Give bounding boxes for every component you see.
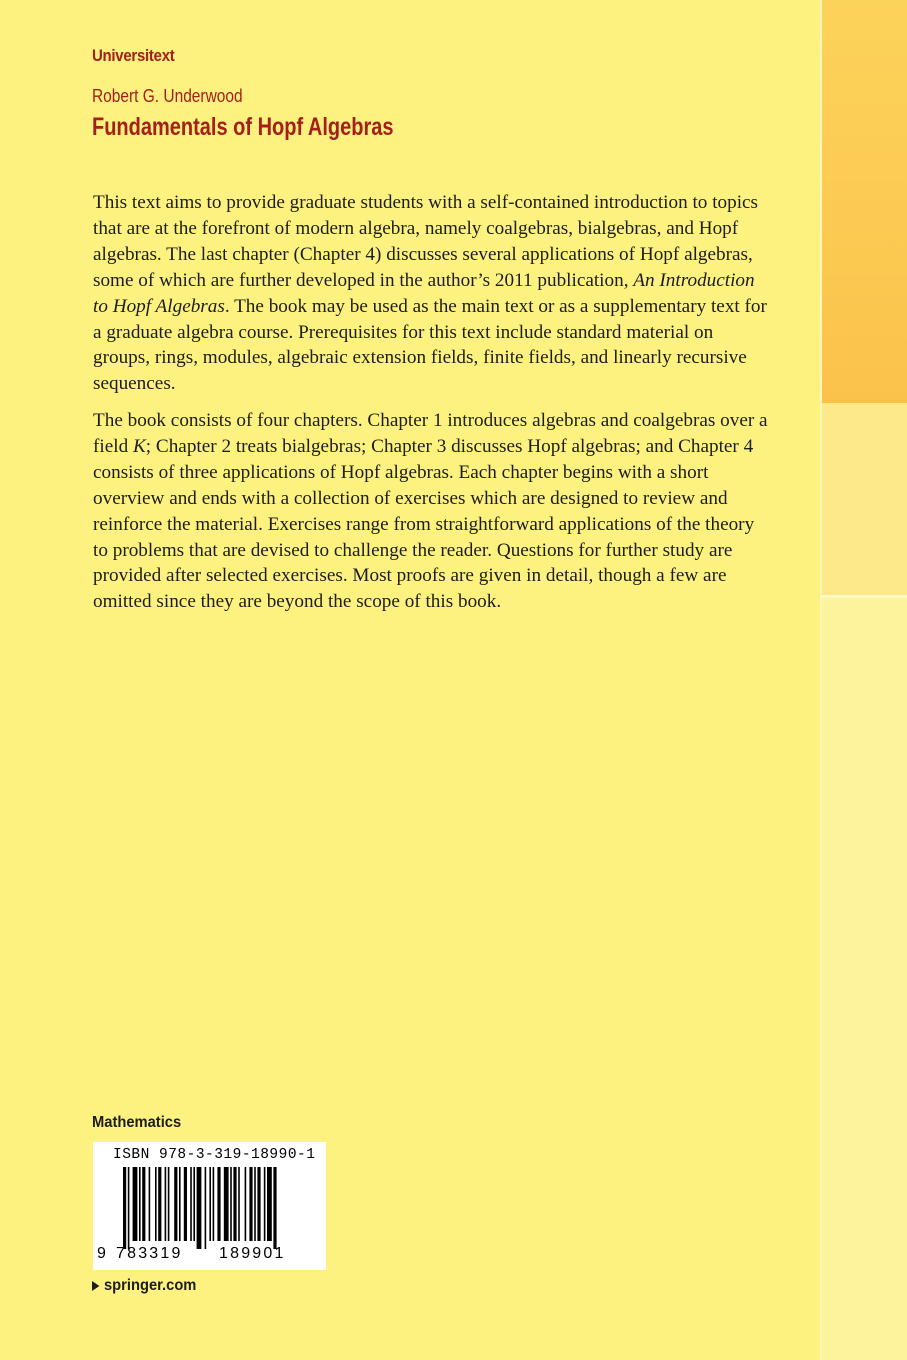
- blurb-paragraph-2: [93, 408, 773, 615]
- barcode-bar: [209, 1167, 211, 1241]
- barcode-bar: [174, 1167, 177, 1241]
- barcode-bar: [184, 1167, 187, 1241]
- blurb-p1-italic-title: An Introduction to Hopf Algebras: [93, 269, 755, 317]
- blurb-p2-italic-field: K: [132, 435, 146, 457]
- barcode-bar: [142, 1167, 145, 1241]
- blurb-p1-text-a: This text aims to provide graduate students with a self-contained introduction to topics that are at the forefront of modern algebra, namely coalgebras, bialgebras, and Hopf algebras. The last chapter (Chapter 4) discusses several applications of Hopf algebras, some of which are further developed in the author’s 2011 publication,: [93, 192, 759, 291]
- series-name: Universitext: [92, 46, 175, 65]
- barcode-bar: [193, 1167, 195, 1241]
- barcode-bar: [267, 1167, 272, 1241]
- barcode-bar: [254, 1167, 256, 1241]
- barcode-bar: [139, 1167, 141, 1241]
- barcode-bar: [179, 1167, 181, 1241]
- barcode-bar: [230, 1167, 232, 1241]
- barcode-bar: [264, 1167, 266, 1241]
- barcode-bar: [168, 1167, 170, 1241]
- barcode-bar: [158, 1167, 161, 1241]
- blurb-p2-text-b: ; Chapter 2 treats bialgebras; Chapter 3 discusses Hopf algebras; and Chapter 4 consists of three applications of Hopf algebras. Each chapter begins with a short overview and ends with a collection of exercises which are designed to review and reinforce the material. Exercises range from straightforward applications of the theory to problems that are devised to challenge the reader. Questions for further study are provided after selected exercises. Most proofs are given in detail, though a few are omitted since they are beyond the scope of this book.: [93, 435, 755, 613]
- barcode-bar: [149, 1167, 151, 1241]
- barcode-bar: [165, 1167, 167, 1241]
- publisher-website-link[interactable]: [92, 1277, 196, 1295]
- barcode-bar: [213, 1167, 215, 1241]
- subject-label: Mathematics: [92, 1114, 182, 1131]
- website-label: springer.com: [103, 1277, 197, 1294]
- book-title: Fundamentals of Hopf Algebras: [92, 113, 394, 141]
- spine-accent-bottom: [820, 595, 907, 1360]
- arrow-right-icon: [92, 1281, 99, 1291]
- barcode-bar: [249, 1167, 252, 1241]
- blurb-paragraph-1: [93, 190, 773, 397]
- barcode-bar: [197, 1167, 202, 1249]
- barcode-bar: [245, 1167, 247, 1241]
- barcode-digit-first: 9: [97, 1245, 109, 1262]
- barcode-bar: [257, 1167, 260, 1241]
- barcode-bar: [273, 1167, 276, 1249]
- barcode-bar: [123, 1167, 126, 1249]
- barcode-bar: [238, 1167, 240, 1241]
- spine-divider-horizontal: [820, 595, 907, 598]
- barcode-bar: [155, 1167, 157, 1241]
- barcode-bar: [233, 1167, 236, 1241]
- barcode-bar: [205, 1167, 207, 1249]
- barcode-digits-right: 189901: [219, 1245, 286, 1262]
- barcode-bar: [217, 1167, 220, 1241]
- barcode-bar: [224, 1167, 229, 1241]
- spine-divider-vertical: [820, 0, 822, 1360]
- author-name: Robert G. Underwood: [92, 86, 243, 106]
- barcode-bar: [190, 1167, 192, 1241]
- barcode-digits-left: 783319: [116, 1245, 183, 1262]
- blurb-p2-text-a: The book consists of four chapters. Chapter 1 introduces algebras and coalgebras over a field: [93, 410, 768, 457]
- isbn-label: ISBN 978-3-319-18990-1: [113, 1147, 316, 1163]
- spine-accent-top: [820, 0, 907, 403]
- barcode-bar: [133, 1167, 138, 1241]
- barcode-bar: [128, 1167, 130, 1249]
- isbn-barcode: [93, 1142, 326, 1270]
- spine-accent-middle: [820, 403, 907, 595]
- blurb-p1-text-b: . The book may be used as the main text or as a supplementary text for a graduate algebra course. Prerequisites for this text include standard material on groups, rings, modules, algebraic extension fields, finite fields, and linearly recursive sequences.: [93, 295, 767, 395]
